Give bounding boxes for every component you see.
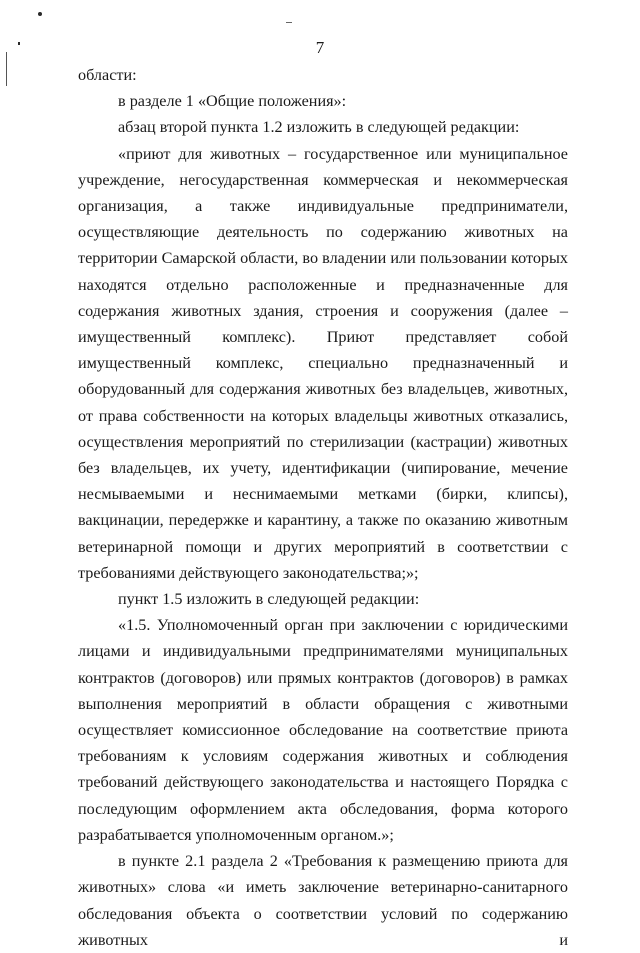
paragraph: в пункте 2.1 раздела 2 «Требования к размещению приюта для животных» слова «и иметь заключение ветеринарно-санитарного обследования объекта о соответствии условий по содержанию животных и <box>78 852 568 949</box>
paragraph: пункт 1.5 изложить в следующей редакции: <box>118 590 420 609</box>
scan-speck <box>286 22 292 23</box>
paragraph: абзац второй пункта 1.2 изложить в следующей редакции: <box>118 118 520 137</box>
page-number: 7 <box>315 38 325 57</box>
paragraph: в разделе 1 «Общие положения»: <box>118 92 347 111</box>
paragraph: области: <box>78 66 137 84</box>
document-body <box>78 62 568 953</box>
scan-speck <box>38 12 42 16</box>
paragraph: «1.5. Уполномоченный орган при заключении с юридическими лицами и индивидуальными предпринимателями муниципальных контрактов (договоров) или прямых контрактов (договоров) в рамках выполнения мероприятий в области обращения с животными осуществляет комиссионное обследование на соответствие приюта требованиям к условиям содержания животных и соблюдения требований действующего законодательства и настоящего Порядка с последующим оформлением акта обследования, форма которого разрабатывается уполномоченным органом.»; <box>78 616 568 844</box>
paragraph: «приют для животных – государственное или муниципальное учреждение, негосударственная коммерческая и некоммерческая организация, а также индивидуальные предприниматели, осуществляющие деятельность по содержанию животных на территории Самарской области, во владении или пользовании которых находятся отдельно расположенные и предназначенные для содержания животных здания, строения и сооружения (далее – имущественный комплекс). Приют представляет собой имущественный комплекс, специально предназначенный и оборудованный для содержания животных без владельцев, животных, от права собственности на которых владельцы животных отказались, осуществления мероприятий по стерилизации (кастрации) животных без владельцев, их учету, идентификации (чипирование, мечение несмываемыми и неснимаемыми метками (бирки, клипсы), вакцинации, передержке и карантину, а также по оказанию животным ветеринарной помощи и других мероприятий в соответствии с требованиями действующего законодательства;»; <box>78 144 568 582</box>
